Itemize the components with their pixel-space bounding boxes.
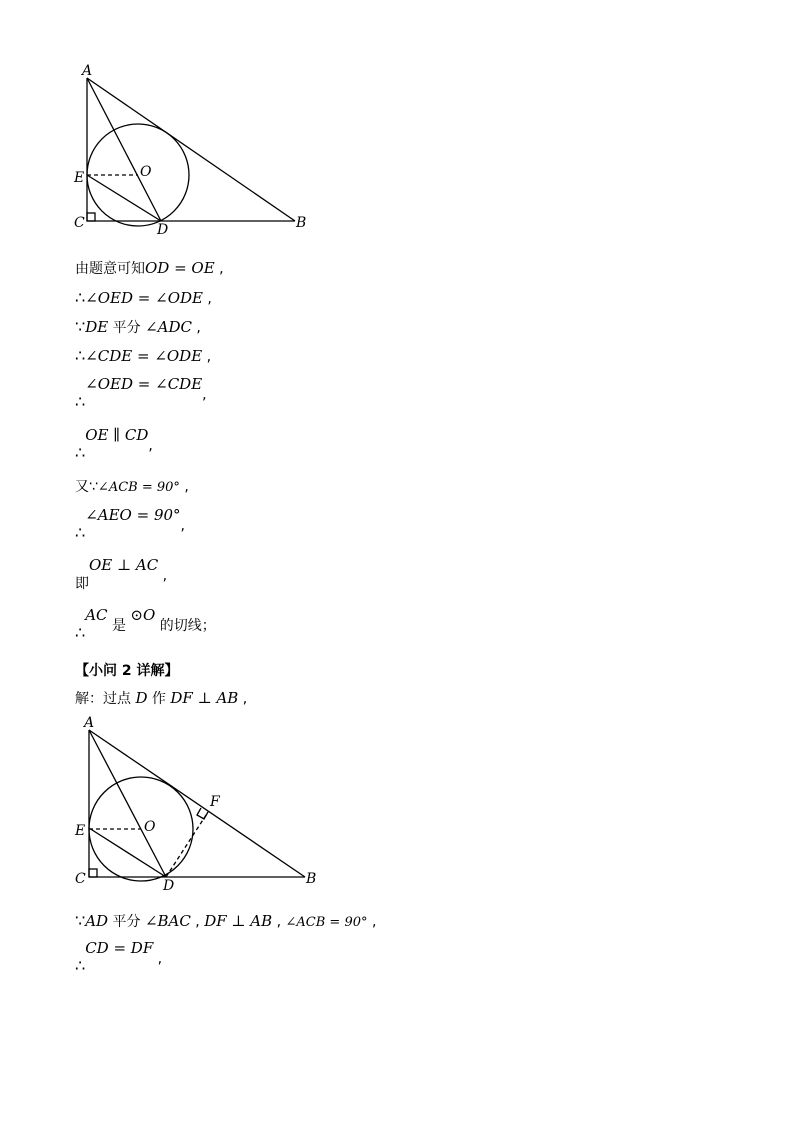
proof-line-3: ∵DE 平分 ∠ADC , [75,317,201,336]
proof-line-8: ∴∠AEO = 90°, [75,506,185,542]
segment-AD [89,730,166,877]
label-B: B [296,215,307,231]
segment-AB [87,78,295,221]
label-C: C [75,871,86,887]
proof-line-6: ∴OE ∥ CD, [75,426,153,462]
label-F: F [210,794,220,810]
label-D: D [157,222,169,238]
label-O: O [144,819,156,835]
right-angle-mark-C [89,869,97,877]
segment-AB [89,730,305,877]
label-E: E [74,170,85,186]
geometry-figure-1 [60,58,330,243]
label-A: A [84,715,95,731]
right-angle-mark-C [87,213,95,221]
segment-ED [89,828,166,877]
proof-line-10: ∴AC 是 ⊙O 的切线； [75,606,216,642]
segment-AD [87,78,161,221]
solution-line-2: ∵AD 平分 ∠BAC , DF ⊥ AB , ∠ACB = 90° , [75,911,377,930]
geometry-figure-2 [65,710,325,895]
section-heading-part-2: 【小问 2 详解】 [75,663,179,679]
label-D: D [163,878,175,894]
segment-ED [87,175,161,221]
proof-line-9: 即OE ⊥ AC , [75,556,168,592]
label-E: E [75,823,86,839]
solution-line-1: 解：过点 D 作 DF ⊥ AB , [75,689,248,707]
segment-DF-dashed [166,812,208,877]
solution-line-3: ∴CD = DF , [75,939,163,975]
label-B: B [306,871,317,887]
label-C: C [74,215,85,231]
proof-line-5: ∴∠OED = ∠CDE, [75,375,207,411]
proof-line-2: ∴∠OED = ∠ODE , [75,288,212,307]
proof-line-1: 由题意可知OD = OE , [75,259,224,277]
proof-line-4: ∴∠CDE = ∠ODE , [75,346,212,365]
proof-line-7: 又∵∠ACB = 90° , [75,479,189,495]
label-A: A [82,63,93,79]
label-O: O [140,164,152,180]
